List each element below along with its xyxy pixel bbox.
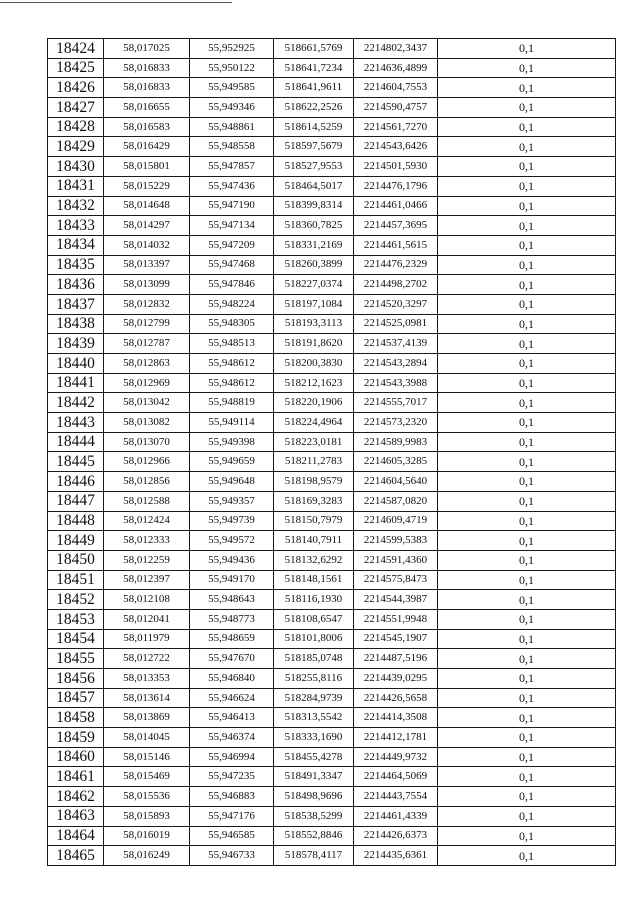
latitude-cell: 58,013614 [104, 688, 190, 708]
x-coordinate-cell: 518614,5259 [274, 117, 354, 137]
longitude-cell: 55,946840 [190, 669, 274, 689]
longitude-cell: 55,949659 [190, 452, 274, 472]
x-coordinate-cell: 518538,5299 [274, 806, 354, 826]
y-coordinate-cell: 2214551,9948 [354, 609, 438, 629]
latitude-cell: 58,016429 [104, 137, 190, 157]
y-coordinate-cell: 2214545,1907 [354, 629, 438, 649]
longitude-cell: 55,947670 [190, 649, 274, 669]
point-number-cell: 18452 [48, 590, 104, 610]
x-coordinate-cell: 518220,1906 [274, 393, 354, 413]
latitude-cell: 58,013070 [104, 432, 190, 452]
y-coordinate-cell: 2214414,3508 [354, 708, 438, 728]
x-coordinate-cell: 518169,3283 [274, 491, 354, 511]
x-coordinate-cell: 518227,0374 [274, 275, 354, 295]
longitude-cell: 55,949346 [190, 98, 274, 118]
point-number-cell: 18424 [48, 39, 104, 59]
x-coordinate-cell: 518212,1623 [274, 373, 354, 393]
latitude-cell: 58,016833 [104, 58, 190, 78]
table-row [48, 39, 616, 59]
table-row [48, 157, 616, 177]
x-coordinate-cell: 518198,9579 [274, 472, 354, 492]
value-cell: 0,1 [438, 216, 616, 236]
x-coordinate-cell: 518185,0748 [274, 649, 354, 669]
longitude-cell: 55,946624 [190, 688, 274, 708]
longitude-cell: 55,949398 [190, 432, 274, 452]
table-row [48, 787, 616, 807]
longitude-cell: 55,946994 [190, 747, 274, 767]
table-row [48, 629, 616, 649]
longitude-cell: 55,949114 [190, 413, 274, 433]
table-row [48, 747, 616, 767]
x-coordinate-cell: 518597,5679 [274, 137, 354, 157]
table-row [48, 728, 616, 748]
x-coordinate-cell: 518255,8116 [274, 669, 354, 689]
table-row [48, 432, 616, 452]
latitude-cell: 58,014045 [104, 728, 190, 748]
y-coordinate-cell: 2214537,4139 [354, 334, 438, 354]
x-coordinate-cell: 518108,6547 [274, 609, 354, 629]
y-coordinate-cell: 2214435,6361 [354, 846, 438, 866]
y-coordinate-cell: 2214461,5615 [354, 235, 438, 255]
y-coordinate-cell: 2214476,1796 [354, 176, 438, 196]
longitude-cell: 55,947846 [190, 275, 274, 295]
longitude-cell: 55,948861 [190, 117, 274, 137]
table-row [48, 491, 616, 511]
latitude-cell: 58,012856 [104, 472, 190, 492]
value-cell: 0,1 [438, 767, 616, 787]
table-row [48, 255, 616, 275]
y-coordinate-cell: 2214543,6426 [354, 137, 438, 157]
point-number-cell: 18437 [48, 294, 104, 314]
value-cell: 0,1 [438, 58, 616, 78]
x-coordinate-cell: 518464,5017 [274, 176, 354, 196]
x-coordinate-cell: 518641,7234 [274, 58, 354, 78]
y-coordinate-cell: 2214604,5640 [354, 472, 438, 492]
y-coordinate-cell: 2214461,0466 [354, 196, 438, 216]
table-row [48, 550, 616, 570]
longitude-cell: 55,948819 [190, 393, 274, 413]
longitude-cell: 55,948659 [190, 629, 274, 649]
value-cell: 0,1 [438, 669, 616, 689]
longitude-cell: 55,947235 [190, 767, 274, 787]
longitude-cell: 55,947857 [190, 157, 274, 177]
x-coordinate-cell: 518223,0181 [274, 432, 354, 452]
longitude-cell: 55,948612 [190, 373, 274, 393]
value-cell: 0,1 [438, 728, 616, 748]
longitude-cell: 55,950122 [190, 58, 274, 78]
x-coordinate-cell: 518333,1690 [274, 728, 354, 748]
value-cell: 0,1 [438, 354, 616, 374]
point-number-cell: 18440 [48, 354, 104, 374]
top-rule [0, 2, 232, 3]
point-number-cell: 18454 [48, 629, 104, 649]
longitude-cell: 55,946733 [190, 846, 274, 866]
latitude-cell: 58,014297 [104, 216, 190, 236]
latitude-cell: 58,012787 [104, 334, 190, 354]
latitude-cell: 58,011979 [104, 629, 190, 649]
value-cell: 0,1 [438, 747, 616, 767]
y-coordinate-cell: 2214605,3285 [354, 452, 438, 472]
x-coordinate-cell: 518498,9696 [274, 787, 354, 807]
latitude-cell: 58,012863 [104, 354, 190, 374]
value-cell: 0,1 [438, 846, 616, 866]
y-coordinate-cell: 2214802,3437 [354, 39, 438, 59]
value-cell: 0,1 [438, 787, 616, 807]
value-cell: 0,1 [438, 531, 616, 551]
value-cell: 0,1 [438, 413, 616, 433]
x-coordinate-cell: 518211,2783 [274, 452, 354, 472]
point-number-cell: 18436 [48, 275, 104, 295]
longitude-cell: 55,948558 [190, 137, 274, 157]
value-cell: 0,1 [438, 294, 616, 314]
table-row [48, 452, 616, 472]
value-cell: 0,1 [438, 255, 616, 275]
point-number-cell: 18463 [48, 806, 104, 826]
y-coordinate-cell: 2214589,9983 [354, 432, 438, 452]
x-coordinate-cell: 518101,8006 [274, 629, 354, 649]
y-coordinate-cell: 2214543,3988 [354, 373, 438, 393]
table-row [48, 196, 616, 216]
longitude-cell: 55,948224 [190, 294, 274, 314]
point-number-cell: 18453 [48, 609, 104, 629]
point-number-cell: 18461 [48, 767, 104, 787]
longitude-cell: 55,947436 [190, 176, 274, 196]
latitude-cell: 58,012832 [104, 294, 190, 314]
x-coordinate-cell: 518193,3113 [274, 314, 354, 334]
value-cell: 0,1 [438, 196, 616, 216]
x-coordinate-cell: 518491,3347 [274, 767, 354, 787]
point-number-cell: 18459 [48, 728, 104, 748]
table-row [48, 373, 616, 393]
longitude-cell: 55,949739 [190, 511, 274, 531]
point-number-cell: 18445 [48, 452, 104, 472]
y-coordinate-cell: 2214575,8473 [354, 570, 438, 590]
latitude-cell: 58,012259 [104, 550, 190, 570]
point-number-cell: 18455 [48, 649, 104, 669]
x-coordinate-cell: 518399,8314 [274, 196, 354, 216]
point-number-cell: 18449 [48, 531, 104, 551]
value-cell: 0,1 [438, 708, 616, 728]
point-number-cell: 18451 [48, 570, 104, 590]
point-number-cell: 18426 [48, 78, 104, 98]
x-coordinate-cell: 518150,7979 [274, 511, 354, 531]
value-cell: 0,1 [438, 157, 616, 177]
x-coordinate-cell: 518641,9611 [274, 78, 354, 98]
y-coordinate-cell: 2214587,0820 [354, 491, 438, 511]
table-row [48, 708, 616, 728]
table-row [48, 570, 616, 590]
y-coordinate-cell: 2214609,4719 [354, 511, 438, 531]
table-row [48, 176, 616, 196]
y-coordinate-cell: 2214573,2320 [354, 413, 438, 433]
x-coordinate-cell: 518197,1084 [274, 294, 354, 314]
longitude-cell: 55,948612 [190, 354, 274, 374]
x-coordinate-cell: 518284,9739 [274, 688, 354, 708]
point-number-cell: 18429 [48, 137, 104, 157]
y-coordinate-cell: 2214443,7554 [354, 787, 438, 807]
y-coordinate-cell: 2214501,5930 [354, 157, 438, 177]
table-row [48, 531, 616, 551]
x-coordinate-cell: 518455,4278 [274, 747, 354, 767]
table-row [48, 846, 616, 866]
value-cell: 0,1 [438, 98, 616, 118]
longitude-cell: 55,948305 [190, 314, 274, 334]
table-row [48, 590, 616, 610]
y-coordinate-cell: 2214426,6373 [354, 826, 438, 846]
longitude-cell: 55,947176 [190, 806, 274, 826]
point-number-cell: 18434 [48, 235, 104, 255]
point-number-cell: 18432 [48, 196, 104, 216]
point-number-cell: 18433 [48, 216, 104, 236]
point-number-cell: 18435 [48, 255, 104, 275]
value-cell: 0,1 [438, 826, 616, 846]
latitude-cell: 58,013082 [104, 413, 190, 433]
y-coordinate-cell: 2214449,9732 [354, 747, 438, 767]
y-coordinate-cell: 2214439,0295 [354, 669, 438, 689]
point-number-cell: 18431 [48, 176, 104, 196]
y-coordinate-cell: 2214636,4899 [354, 58, 438, 78]
value-cell: 0,1 [438, 235, 616, 255]
latitude-cell: 58,013397 [104, 255, 190, 275]
y-coordinate-cell: 2214476,2329 [354, 255, 438, 275]
table-row [48, 511, 616, 531]
x-coordinate-cell: 518200,3830 [274, 354, 354, 374]
latitude-cell: 58,014032 [104, 235, 190, 255]
y-coordinate-cell: 2214543,2894 [354, 354, 438, 374]
point-number-cell: 18444 [48, 432, 104, 452]
latitude-cell: 58,012424 [104, 511, 190, 531]
value-cell: 0,1 [438, 629, 616, 649]
table-row [48, 275, 616, 295]
point-number-cell: 18446 [48, 472, 104, 492]
value-cell: 0,1 [438, 373, 616, 393]
y-coordinate-cell: 2214426,5658 [354, 688, 438, 708]
point-number-cell: 18456 [48, 669, 104, 689]
latitude-cell: 58,012722 [104, 649, 190, 669]
point-number-cell: 18462 [48, 787, 104, 807]
value-cell: 0,1 [438, 491, 616, 511]
point-number-cell: 18448 [48, 511, 104, 531]
longitude-cell: 55,947468 [190, 255, 274, 275]
table-row [48, 354, 616, 374]
x-coordinate-cell: 518191,8620 [274, 334, 354, 354]
table-row [48, 314, 616, 334]
table-row [48, 688, 616, 708]
longitude-cell: 55,947190 [190, 196, 274, 216]
x-coordinate-cell: 518578,4117 [274, 846, 354, 866]
y-coordinate-cell: 2214561,7270 [354, 117, 438, 137]
point-number-cell: 18458 [48, 708, 104, 728]
table-row [48, 294, 616, 314]
table-row [48, 806, 616, 826]
x-coordinate-cell: 518140,7911 [274, 531, 354, 551]
table-row [48, 669, 616, 689]
y-coordinate-cell: 2214461,4339 [354, 806, 438, 826]
longitude-cell: 55,946883 [190, 787, 274, 807]
y-coordinate-cell: 2214599,5383 [354, 531, 438, 551]
latitude-cell: 58,012969 [104, 373, 190, 393]
table-row [48, 78, 616, 98]
latitude-cell: 58,012333 [104, 531, 190, 551]
value-cell: 0,1 [438, 137, 616, 157]
point-number-cell: 18427 [48, 98, 104, 118]
x-coordinate-cell: 518148,1561 [274, 570, 354, 590]
y-coordinate-cell: 2214525,0981 [354, 314, 438, 334]
table-row [48, 58, 616, 78]
longitude-cell: 55,948773 [190, 609, 274, 629]
latitude-cell: 58,016655 [104, 98, 190, 118]
value-cell: 0,1 [438, 275, 616, 295]
y-coordinate-cell: 2214487,5196 [354, 649, 438, 669]
table-row [48, 137, 616, 157]
latitude-cell: 58,014648 [104, 196, 190, 216]
table-row [48, 609, 616, 629]
latitude-cell: 58,013869 [104, 708, 190, 728]
table-row [48, 413, 616, 433]
x-coordinate-cell: 518622,2526 [274, 98, 354, 118]
table-row [48, 216, 616, 236]
point-number-cell: 18450 [48, 550, 104, 570]
y-coordinate-cell: 2214544,3987 [354, 590, 438, 610]
table-row [48, 767, 616, 787]
table-row [48, 235, 616, 255]
value-cell: 0,1 [438, 314, 616, 334]
value-cell: 0,1 [438, 78, 616, 98]
x-coordinate-cell: 518132,6292 [274, 550, 354, 570]
y-coordinate-cell: 2214555,7017 [354, 393, 438, 413]
longitude-cell: 55,949170 [190, 570, 274, 590]
y-coordinate-cell: 2214604,7553 [354, 78, 438, 98]
latitude-cell: 58,012588 [104, 491, 190, 511]
point-number-cell: 18443 [48, 413, 104, 433]
value-cell: 0,1 [438, 393, 616, 413]
latitude-cell: 58,013353 [104, 669, 190, 689]
y-coordinate-cell: 2214457,3695 [354, 216, 438, 236]
value-cell: 0,1 [438, 432, 616, 452]
latitude-cell: 58,017025 [104, 39, 190, 59]
table-row [48, 117, 616, 137]
latitude-cell: 58,016833 [104, 78, 190, 98]
longitude-cell: 55,947134 [190, 216, 274, 236]
point-number-cell: 18428 [48, 117, 104, 137]
latitude-cell: 58,015536 [104, 787, 190, 807]
value-cell: 0,1 [438, 806, 616, 826]
point-number-cell: 18460 [48, 747, 104, 767]
point-number-cell: 18438 [48, 314, 104, 334]
latitude-cell: 58,015893 [104, 806, 190, 826]
latitude-cell: 58,012397 [104, 570, 190, 590]
latitude-cell: 58,013099 [104, 275, 190, 295]
longitude-cell: 55,947209 [190, 235, 274, 255]
latitude-cell: 58,012966 [104, 452, 190, 472]
longitude-cell: 55,949436 [190, 550, 274, 570]
longitude-cell: 55,949572 [190, 531, 274, 551]
longitude-cell: 55,948513 [190, 334, 274, 354]
point-number-cell: 18430 [48, 157, 104, 177]
y-coordinate-cell: 2214412,1781 [354, 728, 438, 748]
table-row [48, 649, 616, 669]
value-cell: 0,1 [438, 39, 616, 59]
x-coordinate-cell: 518527,9553 [274, 157, 354, 177]
latitude-cell: 58,015146 [104, 747, 190, 767]
x-coordinate-cell: 518116,1930 [274, 590, 354, 610]
value-cell: 0,1 [438, 609, 616, 629]
x-coordinate-cell: 518661,5769 [274, 39, 354, 59]
value-cell: 0,1 [438, 590, 616, 610]
point-number-cell: 18464 [48, 826, 104, 846]
point-number-cell: 18447 [48, 491, 104, 511]
value-cell: 0,1 [438, 688, 616, 708]
value-cell: 0,1 [438, 511, 616, 531]
longitude-cell: 55,946585 [190, 826, 274, 846]
table-row [48, 826, 616, 846]
value-cell: 0,1 [438, 649, 616, 669]
point-number-cell: 18439 [48, 334, 104, 354]
latitude-cell: 58,015801 [104, 157, 190, 177]
point-number-cell: 18457 [48, 688, 104, 708]
longitude-cell: 55,949648 [190, 472, 274, 492]
point-number-cell: 18465 [48, 846, 104, 866]
y-coordinate-cell: 2214520,3297 [354, 294, 438, 314]
point-number-cell: 18441 [48, 373, 104, 393]
table-row [48, 98, 616, 118]
value-cell: 0,1 [438, 176, 616, 196]
y-coordinate-cell: 2214464,5069 [354, 767, 438, 787]
value-cell: 0,1 [438, 550, 616, 570]
y-coordinate-cell: 2214498,2702 [354, 275, 438, 295]
latitude-cell: 58,012041 [104, 609, 190, 629]
value-cell: 0,1 [438, 472, 616, 492]
longitude-cell: 55,948643 [190, 590, 274, 610]
longitude-cell: 55,949357 [190, 491, 274, 511]
x-coordinate-cell: 518224,4964 [274, 413, 354, 433]
latitude-cell: 58,012108 [104, 590, 190, 610]
x-coordinate-cell: 518331,2169 [274, 235, 354, 255]
longitude-cell: 55,949585 [190, 78, 274, 98]
coordinates-table-body [48, 39, 616, 866]
table-row [48, 393, 616, 413]
latitude-cell: 58,013042 [104, 393, 190, 413]
point-number-cell: 18425 [48, 58, 104, 78]
value-cell: 0,1 [438, 570, 616, 590]
value-cell: 0,1 [438, 452, 616, 472]
y-coordinate-cell: 2214591,4360 [354, 550, 438, 570]
longitude-cell: 55,946374 [190, 728, 274, 748]
x-coordinate-cell: 518552,8846 [274, 826, 354, 846]
value-cell: 0,1 [438, 334, 616, 354]
x-coordinate-cell: 518260,3899 [274, 255, 354, 275]
latitude-cell: 58,016249 [104, 846, 190, 866]
x-coordinate-cell: 518360,7825 [274, 216, 354, 236]
latitude-cell: 58,015469 [104, 767, 190, 787]
coordinates-table [47, 38, 616, 866]
longitude-cell: 55,946413 [190, 708, 274, 728]
longitude-cell: 55,952925 [190, 39, 274, 59]
table-row [48, 334, 616, 354]
latitude-cell: 58,016019 [104, 826, 190, 846]
latitude-cell: 58,015229 [104, 176, 190, 196]
point-number-cell: 18442 [48, 393, 104, 413]
y-coordinate-cell: 2214590,4757 [354, 98, 438, 118]
latitude-cell: 58,016583 [104, 117, 190, 137]
value-cell: 0,1 [438, 117, 616, 137]
table-row [48, 472, 616, 492]
latitude-cell: 58,012799 [104, 314, 190, 334]
x-coordinate-cell: 518313,5542 [274, 708, 354, 728]
